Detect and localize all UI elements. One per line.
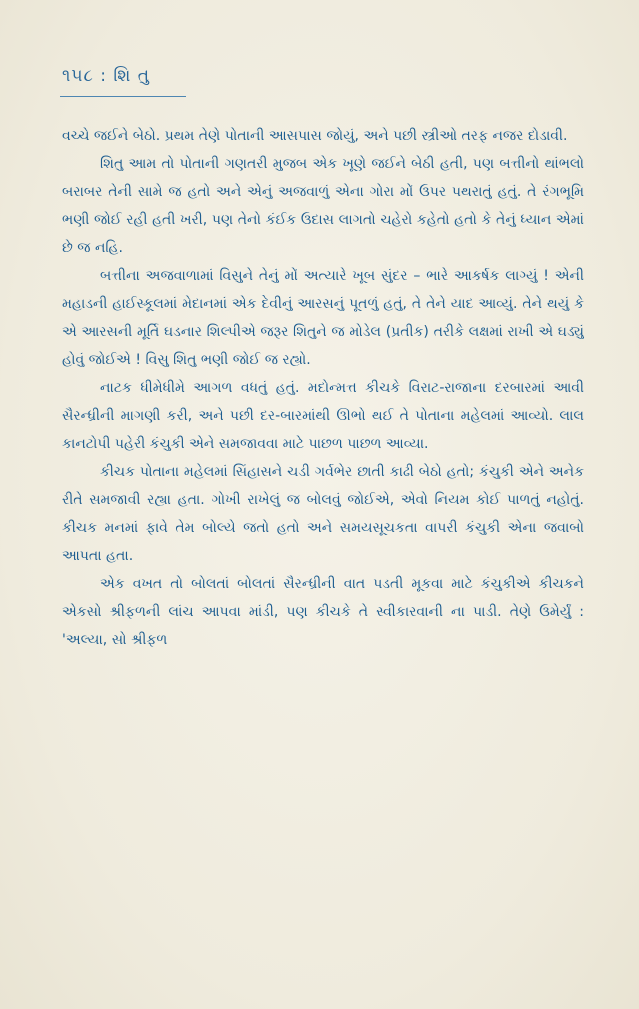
paragraph-3: બત્તીના અજવાળામાં વિસુને તેનું મોં અત્યારે ખૂબ સુંદર – ભારે આકર્ષક લાગ્યું ! એની મહાડની હાઈસ્કૂલમાં મેદાનમાં એક દેવીનું આરસનું પૂતળું હતું, તે તેને યાદ આવ્યું. તેને થયું કે એ આરસની મૂર્તિ ઘડનાર શિલ્પીએ જરૂર શિતુને જ મોડેલ (પ્રતીક) તરીકે લક્ષમાં રાખી એ ઘડ્યું હોવું જોઈએ ! વિસુ શિતુ ભણી જોઈ જ રહ્યો. (62, 268, 584, 368)
header-underline (60, 96, 186, 97)
paragraph-5: કીચક પોતાના મહેલમાં સિંહાસને ચડી ગર્વભેર છાતી કાઢી બેઠો હતો; કંચુકી એને અનેક રીતે સમજાવી રહ્યા હતા. ગોખી રાખેલું જ બોલવું જોઈએ, એવો નિયમ કોઈ પાળતું નહોતું. કીચક મનમાં ફાવે તેમ બોલ્યે જતો હતો અને સમયસૂચકતા વાપરી કંચુકી એના જવાબો આપતા હતા. (62, 464, 584, 564)
paragraph-4: નાટક ધીમેધીમે આગળ વધતું હતું. મદોન્મત્ત કીચકે વિરાટ-રાજાના દરબારમાં આવી સૈરન્ધ્રીની માગણી કરી, અને પછી દર-બારમાંથી ઊભો થઈ તે પોતાના મહેલમાં આવ્યો. લાલ કાનટોપી પહેરી કંચુકી એને સમજાવવા માટે પાછળ પાછળ આવ્યા. (62, 380, 584, 452)
paragraph-1: વચ્ચે જઈને બેઠો. પ્રથમ તેણે પોતાની આસપાસ જોયું, અને પછી સ્ત્રીઓ તરફ નજર દોડાવી. (62, 128, 568, 144)
body-text (62, 122, 584, 654)
paragraph-6: એક વખત તો બોલતાં બોલતાં સૈરન્ધ્રીની વાત પડતી મૂકવા માટે કંચુકીએ કીચકને એકસો શ્રીફળની લાંચ આપવા માંડી, પણ કીચકે તે સ્વીકારવાની ના પાડી. તેણે ઉમેર્યું : 'અલ્યા, સો શ્રીફળ (62, 576, 584, 648)
page-header: ૧૫૮ : શિ તુ (62, 66, 151, 86)
paragraph-2: શિતુ આમ તો પોતાની ગણતરી મુજબ એક ખૂણે જઈને બેઠી હતી, પણ બત્તીનો થાંભલો બરાબર તેની સામે જ હતો અને એનું અજવાળું એના ગોરા મોં ઉપર પથરાતું હતું. તે રંગભૂમિ ભણી જોઈ રહી હતી ખરી, પણ તેનો કંઈક ઉદાસ લાગતો ચહેરો કહેતો હતો કે તેનું ધ્યાન એમાં છે જ નહિ. (62, 156, 584, 256)
